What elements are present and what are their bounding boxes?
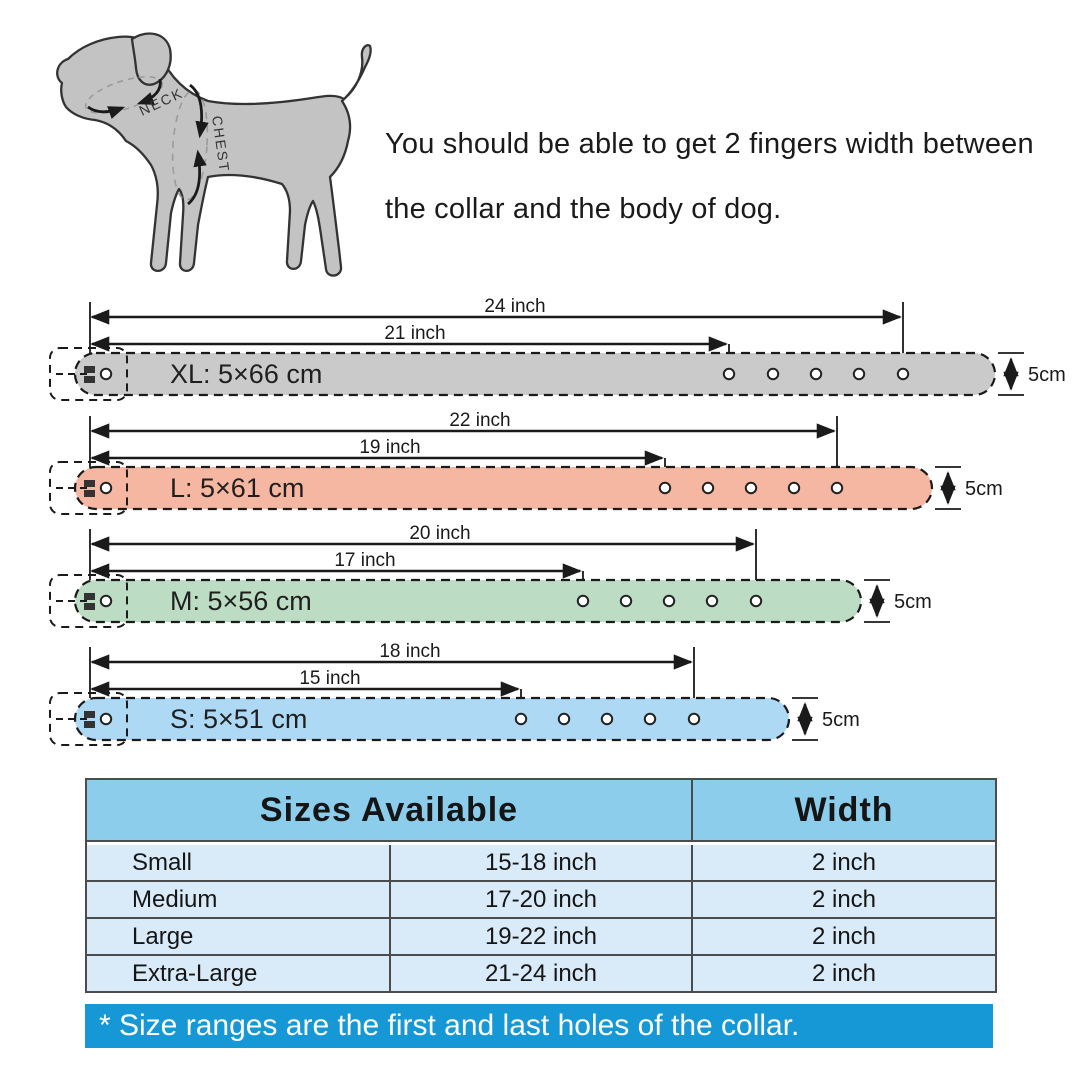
inner-dimension-label: 21 inch	[384, 323, 446, 344]
size-table-body	[87, 845, 995, 991]
collar-hole	[768, 369, 778, 379]
size-width: 2 inch	[691, 845, 995, 880]
collar-hole	[789, 483, 799, 493]
buckle-bar	[84, 593, 95, 600]
size-name: Medium	[132, 885, 218, 913]
width-dimension-label: 5cm	[1028, 364, 1066, 386]
table-row-medium	[87, 880, 995, 917]
size-width: 2 inch	[691, 882, 995, 917]
inner-dimension-label: 19 inch	[359, 437, 421, 458]
buckle-bar	[84, 366, 95, 373]
collar-hole	[578, 596, 588, 606]
size-table	[85, 778, 997, 993]
width-dimension-label: 5cm	[965, 478, 1003, 500]
collar-size-label: XL: 5×66 cm	[170, 359, 323, 389]
collar-hole	[664, 596, 674, 606]
outer-dimension-label: 22 inch	[449, 410, 511, 431]
buckle-bar	[84, 490, 95, 497]
buckle-bar	[84, 480, 95, 487]
collar-size-label: S: 5×51 cm	[170, 704, 308, 734]
dog-silhouette	[57, 37, 370, 276]
collar-hole	[621, 596, 631, 606]
header-sizes-available: Sizes Available	[259, 790, 519, 829]
collar-diagram-l	[0, 410, 1080, 526]
collar-size-label: L: 5×61 cm	[170, 473, 305, 503]
collar-hole	[689, 714, 699, 724]
buckle-hole	[101, 483, 111, 493]
collar-hole	[854, 369, 864, 379]
collar-hole	[645, 714, 655, 724]
size-range: 17-20 inch	[389, 882, 691, 917]
size-name: Small	[132, 848, 193, 876]
collar-hole	[811, 369, 821, 379]
collar-diagram-xl	[0, 296, 1080, 412]
chest-label: CHEST	[209, 114, 233, 174]
size-width: 2 inch	[691, 919, 995, 954]
outer-dimension-label: 20 inch	[409, 523, 471, 544]
size-table-header	[87, 780, 995, 842]
instruction-line-1: You should be able to get 2 fingers width between	[385, 128, 1034, 160]
size-range: 19-22 inch	[389, 919, 691, 954]
header-width: Width	[691, 780, 995, 840]
size-range: 15-18 inch	[389, 845, 691, 880]
width-dimension-label: 5cm	[894, 591, 932, 613]
collar-hole	[516, 714, 526, 724]
collar-size-label: M: 5×56 cm	[170, 586, 312, 616]
instruction-line-2: the collar and the body of dog.	[385, 193, 782, 225]
buckle-hole	[101, 596, 111, 606]
inner-dimension-label: 15 inch	[299, 668, 361, 689]
footnote-bar: * Size ranges are the first and last holes of the collar.	[85, 1004, 993, 1048]
collar-hole	[898, 369, 908, 379]
collar-hole	[559, 714, 569, 724]
collar-diagram-s	[0, 641, 1080, 757]
buckle-bar	[84, 376, 95, 383]
collar-hole	[724, 369, 734, 379]
collar-hole	[832, 483, 842, 493]
collar-hole	[602, 714, 612, 724]
collar-hole	[746, 483, 756, 493]
width-dimension-label: 5cm	[822, 709, 860, 731]
neck-label: NECK	[136, 84, 186, 119]
buckle-bar	[84, 721, 95, 728]
collar-diagram-m	[0, 523, 1080, 639]
buckle-hole	[101, 369, 111, 379]
size-name: Extra-Large	[132, 959, 258, 987]
table-row-small	[87, 845, 995, 880]
collar-hole	[660, 483, 670, 493]
size-width: 2 inch	[691, 956, 995, 991]
inner-dimension-label: 17 inch	[334, 550, 396, 571]
collar-hole	[751, 596, 761, 606]
collar-hole	[703, 483, 713, 493]
buckle-bar	[84, 711, 95, 718]
buckle-bar	[84, 603, 95, 610]
table-row-extra-large	[87, 954, 995, 991]
buckle-hole	[101, 714, 111, 724]
size-name: Large	[132, 922, 194, 950]
outer-dimension-label: 18 inch	[379, 641, 441, 662]
size-range: 21-24 inch	[389, 956, 691, 991]
table-row-large	[87, 917, 995, 954]
collar-hole	[707, 596, 717, 606]
outer-dimension-label: 24 inch	[484, 296, 546, 317]
dog-illustration	[40, 15, 385, 295]
